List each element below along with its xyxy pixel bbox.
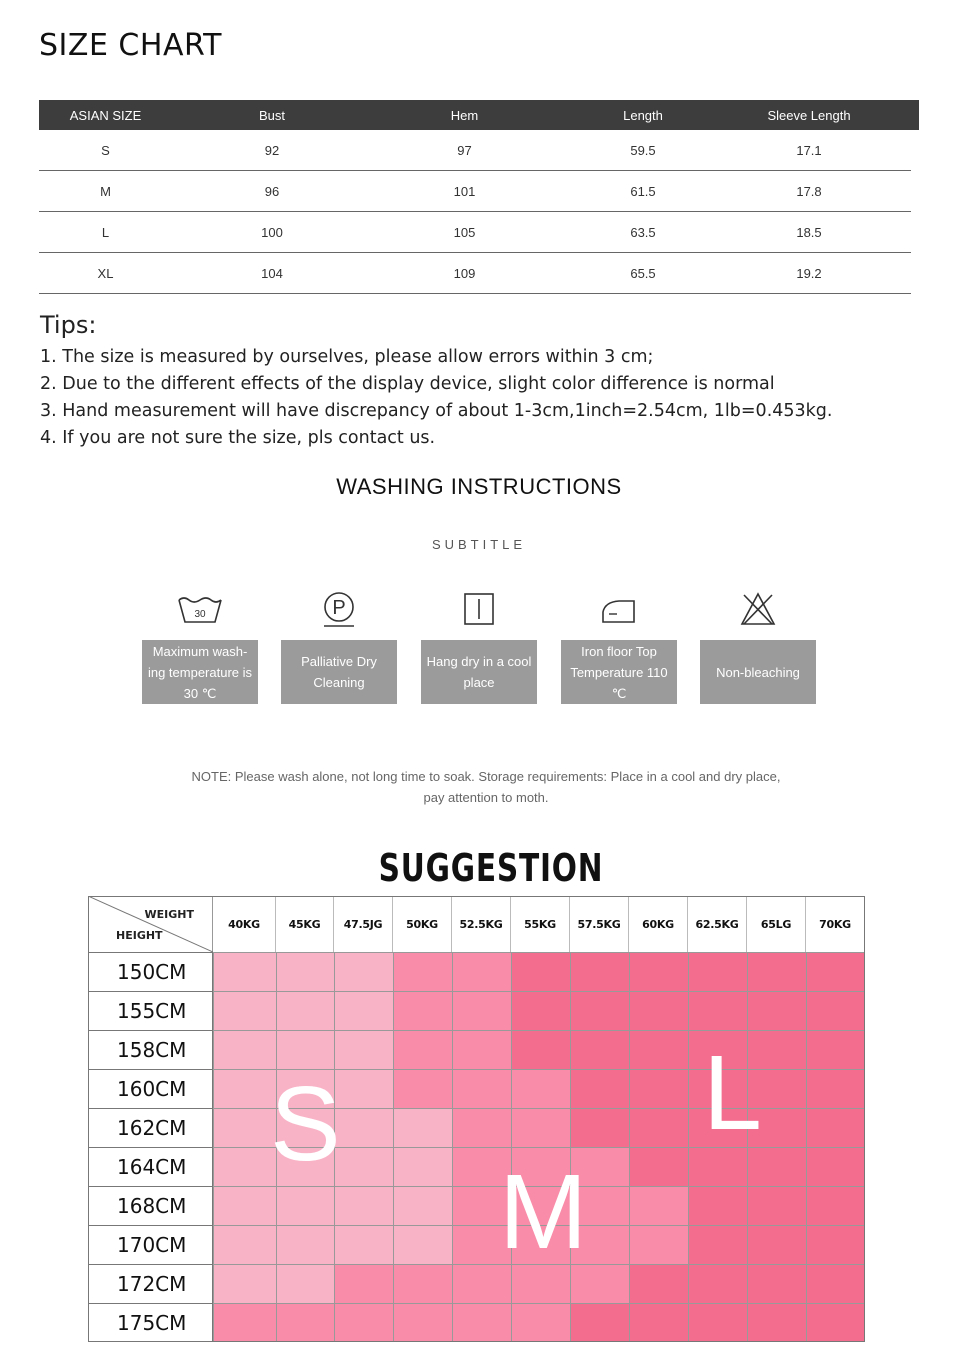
grid-cell [688, 1186, 747, 1225]
table-cell: 17.1 [796, 142, 822, 158]
weight-header: 70KG [806, 896, 865, 952]
weight-header: 57.5KG [570, 896, 629, 952]
grid-cell [452, 1303, 511, 1342]
table-cell: 96 [264, 183, 280, 199]
table-cell: S [101, 142, 110, 158]
grid-cell [688, 952, 747, 991]
grid-cell [747, 1225, 806, 1264]
grid-cell [213, 1108, 276, 1147]
grid-cell [511, 991, 570, 1030]
grid-cell [393, 1264, 452, 1303]
grid-cell [806, 1225, 865, 1264]
grid-cell [393, 1108, 452, 1147]
grid-cell [393, 1069, 452, 1108]
height-label-cell: 160CM [88, 1069, 213, 1108]
grid-cell [393, 1147, 452, 1186]
wash-item-no-bleach [700, 587, 816, 704]
table-cell: XL [97, 265, 114, 281]
grid-cell [806, 991, 865, 1030]
grid-cell [393, 1030, 452, 1069]
grid-cell [213, 991, 276, 1030]
size-letter-l: L [703, 1034, 762, 1152]
grid-cell [452, 1030, 511, 1069]
size-letter-s: S [270, 1065, 341, 1183]
height-label: HEIGHT [116, 929, 163, 942]
grid-cell [334, 1264, 393, 1303]
dry-clean-p-icon [281, 587, 397, 631]
tips-list [40, 344, 832, 452]
header-bust: Bust [258, 107, 285, 123]
grid-cell [213, 1303, 276, 1342]
grid-cell [334, 991, 393, 1030]
table-cell: 92 [264, 142, 280, 158]
grid-cell [806, 1108, 865, 1147]
table-cell: 18.5 [796, 224, 822, 240]
weight-header: 55KG [511, 896, 570, 952]
height-label-cell: 164CM [88, 1147, 213, 1186]
washing-note [0, 766, 958, 808]
size-table [39, 100, 919, 294]
header-sleeve-length: Sleeve Length [767, 107, 851, 123]
table-cell: 61.5 [630, 183, 656, 199]
grid-cell [213, 1225, 276, 1264]
washing-title: WASHING INSTRUCTIONS [336, 474, 622, 499]
grid-cell [806, 1030, 865, 1069]
table-cell: 17.8 [796, 183, 822, 199]
grid-cell [747, 1264, 806, 1303]
grid-cell [511, 1108, 570, 1147]
grid-cell [806, 1303, 865, 1342]
svg-text:P: P [332, 597, 346, 619]
size-table-header [39, 100, 919, 130]
grid-cell [334, 1225, 393, 1264]
weight-header: 62.5KG [688, 896, 747, 952]
grid-cell [213, 1069, 276, 1108]
grid-cell [570, 1108, 629, 1147]
tip-item: 4. If you are not sure the size, pls contact us. [40, 428, 436, 448]
grid-cell [629, 1030, 688, 1069]
grid-cell [747, 1186, 806, 1225]
table-cell: 104 [261, 265, 283, 281]
tip-item: 3. Hand measurement will have discrepancy of about 1-3cm,1inch=2.54cm, 1lb=0.453kg. [40, 401, 833, 421]
grid-cell [806, 1069, 865, 1108]
table-cell: 65.5 [630, 265, 656, 281]
size-letter-m: M [499, 1153, 588, 1271]
grid-cell [747, 952, 806, 991]
height-label-cell: 162CM [88, 1108, 213, 1147]
grid-cell [511, 1069, 570, 1108]
height-label-cell: 170CM [88, 1225, 213, 1264]
table-row [39, 171, 911, 212]
grid-cell [806, 1186, 865, 1225]
header-asian-size: ASIAN SIZE [69, 107, 142, 123]
table-cell: L [101, 224, 110, 240]
grid-cell [570, 952, 629, 991]
table-cell: 109 [453, 265, 476, 281]
iron-icon [561, 587, 677, 631]
grid-cell [511, 952, 570, 991]
grid-cell [747, 1303, 806, 1342]
grid-cell [452, 1069, 511, 1108]
size-chart-title: SIZE CHART [39, 28, 222, 63]
header-hem: Hem [450, 107, 479, 123]
wash-label: Hang dry in a cool place [421, 640, 537, 704]
grid-cell [213, 1264, 276, 1303]
washing-subtitle: SUBTITLE [431, 537, 527, 552]
weight-header: 47.5JG [334, 896, 393, 952]
table-cell: 19.2 [796, 265, 822, 281]
grid-cell [334, 1030, 393, 1069]
table-row [39, 212, 911, 253]
grid-cell [276, 1303, 334, 1342]
grid-cell [806, 1147, 865, 1186]
grid-cell [393, 991, 452, 1030]
grid-cell [747, 991, 806, 1030]
grid-cell [570, 1069, 629, 1108]
grid-cell [570, 1303, 629, 1342]
height-label-cell: 158CM [88, 1030, 213, 1069]
grid-cell [334, 1108, 393, 1147]
grid-cell [629, 1303, 688, 1342]
grid-cell [452, 1108, 511, 1147]
weight-header: 60KG [629, 896, 688, 952]
grid-cell [688, 1264, 747, 1303]
table-cell: 97 [457, 142, 472, 158]
grid-cell [276, 991, 334, 1030]
height-label-cell: 175CM [88, 1303, 213, 1342]
grid-cell [334, 1303, 393, 1342]
grid-cell [688, 1225, 747, 1264]
wash-30-icon [142, 587, 258, 631]
grid-cell [276, 1186, 334, 1225]
weight-label: WEIGHT [144, 908, 194, 921]
grid-cell [629, 1069, 688, 1108]
wash-label: Non-bleaching [700, 640, 816, 704]
weight-header: 52.5KG [452, 896, 511, 952]
grid-cell [276, 952, 334, 991]
grid-cell [393, 1225, 452, 1264]
grid-cell [629, 1186, 688, 1225]
weight-header: 65LG [747, 896, 806, 952]
weight-header: 40KG [213, 896, 276, 952]
grid-cell [213, 952, 276, 991]
grid-cell [511, 1030, 570, 1069]
weight-header: 45KG [276, 896, 334, 952]
grid-cell [276, 1225, 334, 1264]
table-row [39, 253, 911, 294]
grid-cell [629, 1108, 688, 1147]
wash-item-dry-clean [281, 587, 397, 704]
table-cell: M [100, 183, 111, 199]
grid-cell [334, 1147, 393, 1186]
table-cell: 101 [453, 183, 476, 199]
wash-label: Iron floor Top Temperature 110 ℃ [561, 640, 677, 704]
grid-cell [688, 991, 747, 1030]
table-row [39, 130, 911, 171]
grid-cell [629, 1225, 688, 1264]
grid-cell [334, 1186, 393, 1225]
grid-cell [213, 1030, 276, 1069]
grid-cell [806, 952, 865, 991]
grid-cell [334, 1069, 393, 1108]
grid-cell [629, 1147, 688, 1186]
grid-cell [806, 1264, 865, 1303]
hang-dry-icon [421, 587, 537, 631]
grid-cell [452, 952, 511, 991]
suggestion-title: SUGGESTION [378, 846, 604, 890]
no-bleach-icon [700, 587, 816, 631]
table-cell: 59.5 [630, 142, 656, 158]
grid-cell [570, 991, 629, 1030]
grid-cell [629, 991, 688, 1030]
grid-cell [334, 952, 393, 991]
grid-cell [276, 1264, 334, 1303]
grid-cell [393, 952, 452, 991]
tip-item: 1. The size is measured by ourselves, please allow errors within 3 cm; [40, 347, 654, 367]
wash-label: Maximum wash-ing temperature is 30 ℃ [142, 640, 258, 704]
grid-cell [629, 1264, 688, 1303]
grid-cell [688, 1303, 747, 1342]
grid-cell [213, 1147, 276, 1186]
note-line: NOTE: Please wash alone, not long time to soak. Storage requirements: Place in a cool and dry place, [191, 769, 781, 784]
table-cell: 63.5 [630, 224, 656, 240]
grid-cell [629, 952, 688, 991]
wash-item-temperature [142, 587, 258, 704]
note-line: pay attention to moth. [423, 790, 549, 805]
grid-cell [511, 1303, 570, 1342]
grid-cell [452, 991, 511, 1030]
wash-item-iron [561, 587, 677, 704]
table-cell: 105 [453, 224, 476, 240]
grid-cell [213, 1186, 276, 1225]
table-cell: 100 [261, 224, 283, 240]
height-label-cell: 155CM [88, 991, 213, 1030]
grid-cell [570, 1030, 629, 1069]
tip-item: 2. Due to the different effects of the display device, slight color difference is normal [40, 374, 775, 394]
header-length: Length [623, 107, 663, 123]
grid-cell [393, 1303, 452, 1342]
height-label-cell: 168CM [88, 1186, 213, 1225]
grid-corner [88, 896, 213, 952]
weight-header: 50KG [393, 896, 452, 952]
wash-label: Palliative Dry Cleaning [281, 640, 397, 704]
svg-text:30: 30 [194, 609, 206, 620]
grid-cell [393, 1186, 452, 1225]
height-label-cell: 150CM [88, 952, 213, 991]
wash-item-hang-dry [421, 587, 537, 704]
height-label-cell: 172CM [88, 1264, 213, 1303]
tips-title: Tips: [40, 311, 97, 339]
